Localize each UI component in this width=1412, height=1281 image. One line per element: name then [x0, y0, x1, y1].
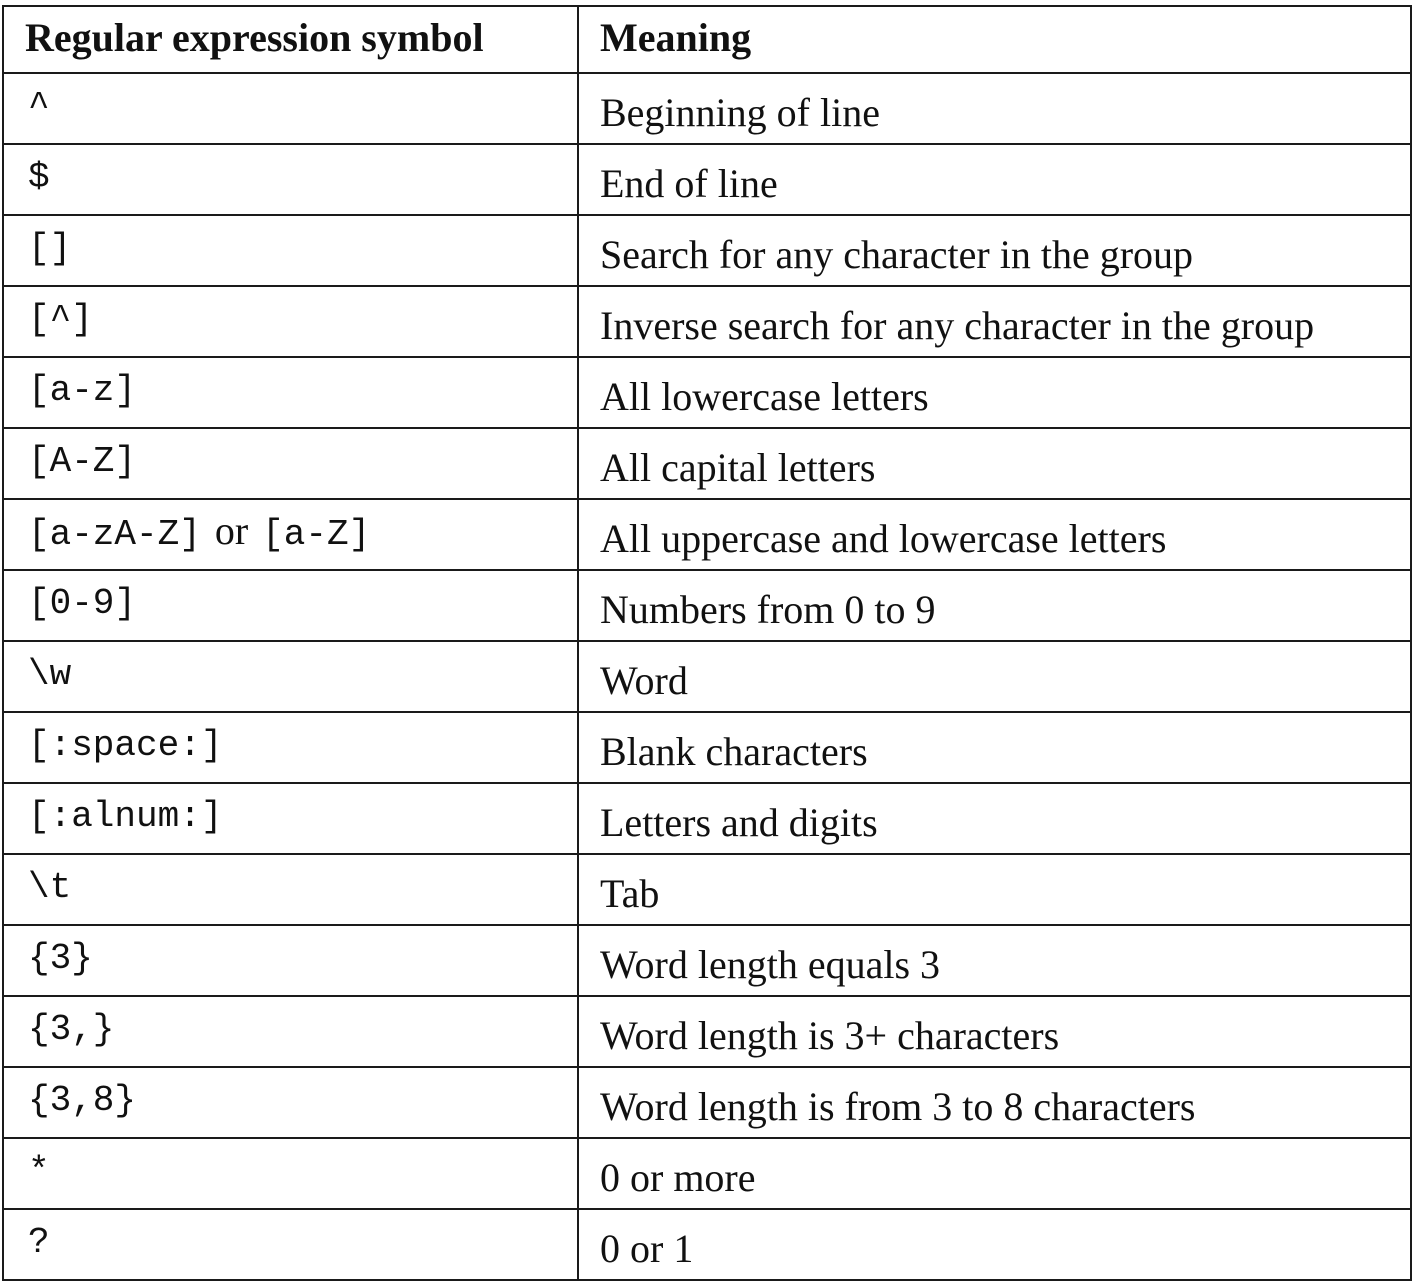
table-row — [3, 499, 1411, 570]
meaning-cell: Tab — [578, 854, 1411, 925]
table-row — [3, 286, 1411, 357]
meaning-cell: Search for any character in the group — [578, 215, 1411, 286]
header-meaning: Meaning — [578, 6, 1411, 73]
meaning-cell: All uppercase and lowercase letters — [578, 499, 1411, 570]
table-header-row — [3, 6, 1411, 73]
symbol-cell — [3, 357, 578, 428]
meaning-cell: End of line — [578, 144, 1411, 215]
symbol-code: ? — [28, 1221, 50, 1263]
meaning-cell: Word — [578, 641, 1411, 712]
symbol-code: $ — [28, 156, 50, 198]
table-row — [3, 783, 1411, 854]
symbol-code: [0-9] — [28, 582, 137, 624]
symbol-cell — [3, 1067, 578, 1138]
header-symbol: Regular expression symbol — [3, 6, 578, 73]
meaning-cell: Word length is from 3 to 8 characters — [578, 1067, 1411, 1138]
table-row — [3, 712, 1411, 783]
symbol-cell — [3, 144, 578, 215]
meaning-cell: All capital letters — [578, 428, 1411, 499]
symbol-cell — [3, 570, 578, 641]
symbol-code: \w — [28, 653, 72, 695]
symbol-code: [:space:] — [28, 724, 223, 766]
symbol-code: ^ — [28, 85, 50, 127]
symbol-cell — [3, 783, 578, 854]
table-row — [3, 144, 1411, 215]
table-row — [3, 428, 1411, 499]
meaning-cell: Word length is 3+ characters — [578, 996, 1411, 1067]
table-row — [3, 570, 1411, 641]
table-row — [3, 641, 1411, 712]
table-row — [3, 357, 1411, 428]
meaning-cell: Inverse search for any character in the group — [578, 286, 1411, 357]
symbol-code: {3,} — [28, 1008, 115, 1050]
symbol-code: {3,8} — [28, 1079, 137, 1121]
table-row — [3, 996, 1411, 1067]
symbol-code: [] — [28, 227, 72, 269]
table-row — [3, 215, 1411, 286]
symbol-code-alt: [a-Z] — [262, 513, 371, 555]
symbol-code: [^] — [28, 298, 93, 340]
symbol-cell — [3, 712, 578, 783]
meaning-cell: Numbers from 0 to 9 — [578, 570, 1411, 641]
symbol-code: [a-zA-Z] — [28, 513, 201, 555]
symbol-cell — [3, 925, 578, 996]
table-row — [3, 1067, 1411, 1138]
meaning-cell: Beginning of line — [578, 73, 1411, 144]
meaning-cell: 0 or 1 — [578, 1209, 1411, 1280]
symbol-cell — [3, 996, 578, 1067]
meaning-cell: 0 or more — [578, 1138, 1411, 1209]
meaning-cell: Blank characters — [578, 712, 1411, 783]
symbol-cell — [3, 641, 578, 712]
symbol-code: {3} — [28, 937, 93, 979]
symbol-cell — [3, 286, 578, 357]
meaning-cell: All lowercase letters — [578, 357, 1411, 428]
table-row — [3, 854, 1411, 925]
meaning-cell: Word length equals 3 — [578, 925, 1411, 996]
symbol-cell — [3, 499, 578, 570]
symbol-code: * — [28, 1150, 50, 1192]
symbol-code: \t — [28, 866, 72, 908]
table-row — [3, 925, 1411, 996]
symbol-cell — [3, 73, 578, 144]
symbol-code: [a-z] — [28, 369, 137, 411]
symbol-cell — [3, 215, 578, 286]
symbol-cell — [3, 428, 578, 499]
table-row — [3, 73, 1411, 144]
symbol-joiner: or — [214, 507, 249, 553]
symbol-cell — [3, 1138, 578, 1209]
symbol-code: [:alnum:] — [28, 795, 223, 837]
regex-symbol-table — [2, 5, 1412, 1281]
symbol-cell — [3, 1209, 578, 1280]
symbol-code: [A-Z] — [28, 440, 137, 482]
table-row — [3, 1138, 1411, 1209]
table-row — [3, 1209, 1411, 1280]
symbol-cell — [3, 854, 578, 925]
meaning-cell: Letters and digits — [578, 783, 1411, 854]
